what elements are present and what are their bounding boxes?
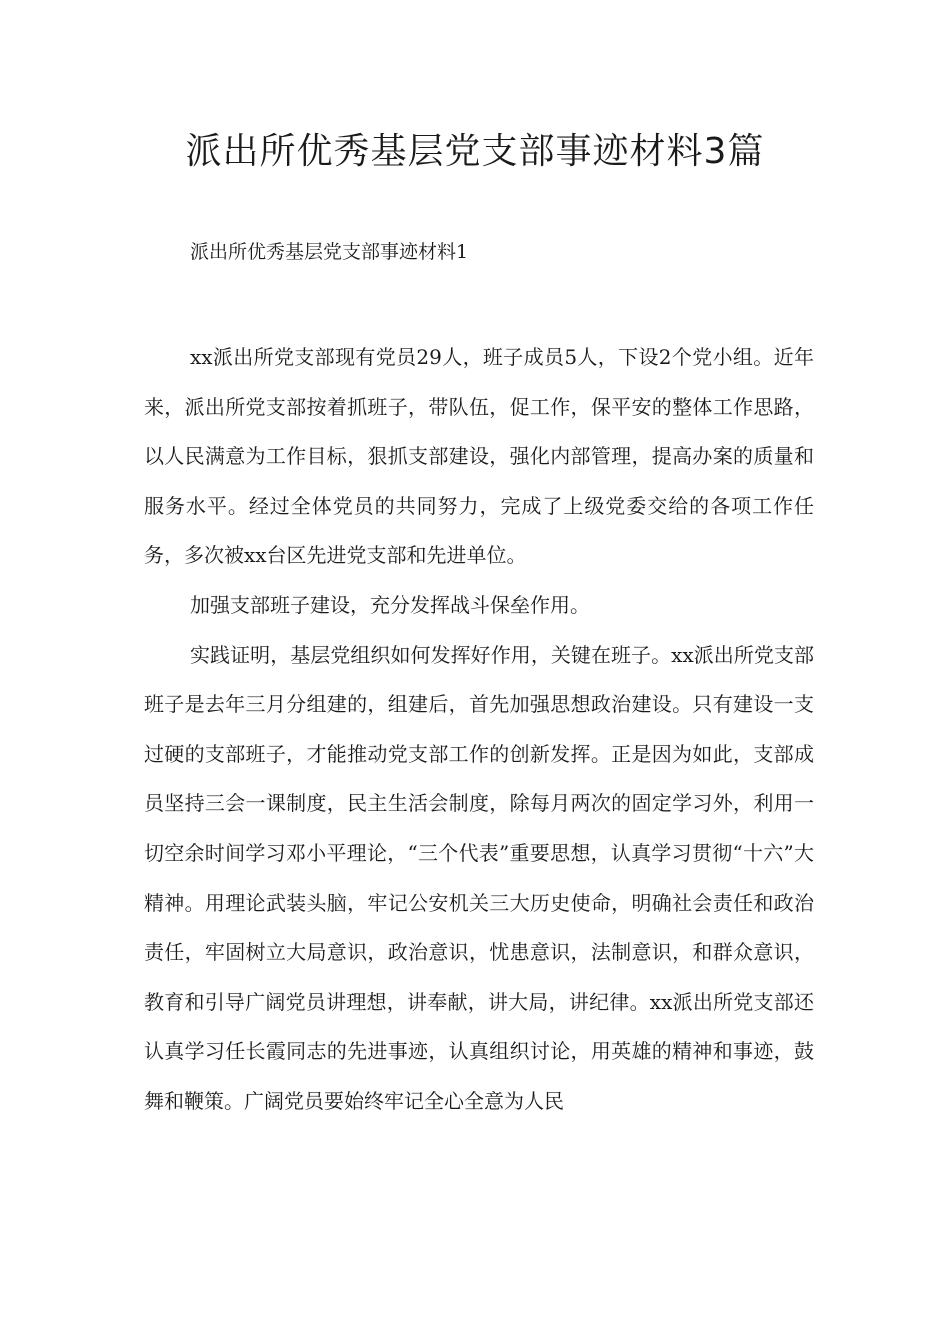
document-subtitle: 派出所优秀基层党支部事迹材料1 [190, 241, 469, 263]
paragraph-heading: 加强支部班子建设，充分发挥战斗保垒作用。 [190, 592, 590, 617]
document-title: 派出所优秀基层党支部事迹材料3篇 [185, 131, 765, 172]
paragraph-intro: xx派出所党支部现有党员29人，班子成员5人，下设2个党小组。近年来，派出所党支部按着抓班子，带队伍，促工作，保平安的整体工作思路，以人民满意为工作目标，狠抓支部建设，强化内部管理，提高办案的质量和服务水平。经过全体党员的共同努力，完成了上级党委交给的各项工作任务，多次被xx台区先进党支部和先进单位。 [144, 345, 814, 568]
document-body [144, 333, 814, 1127]
paragraph-practice: 实践证明，基层党组织如何发挥好作用，关键在班子。xx派出所党支部班子是去年三月分组建的，组建后，首先加强思想政治建设。只有建设一支过硬的支部班子，才能推动党支部工作的创新发挥。正是因为如此，支部成员坚持三会一课制度，民主生活会制度，除每月两次的固定学习外，利用一切空余时间学习邓小平理论，“三个代表”重要思想，认真学习贯彻“十六”大精神。用理论武装头脑，牢记公安机关三大历史使命，明确社会责任和政治责任，牢固树立大局意识，政治意识，忧患意识，法制意识，和群众意识，教育和引导广阔党员讲理想，讲奉献，讲大局，讲纪律。xx派出所党支部还认真学习任长霞同志的先进事迹，认真组织讨论，用英雄的精神和事迹，鼓舞和鞭策。广阔党员要始终牢记全心全意为人民 [144, 642, 814, 1113]
